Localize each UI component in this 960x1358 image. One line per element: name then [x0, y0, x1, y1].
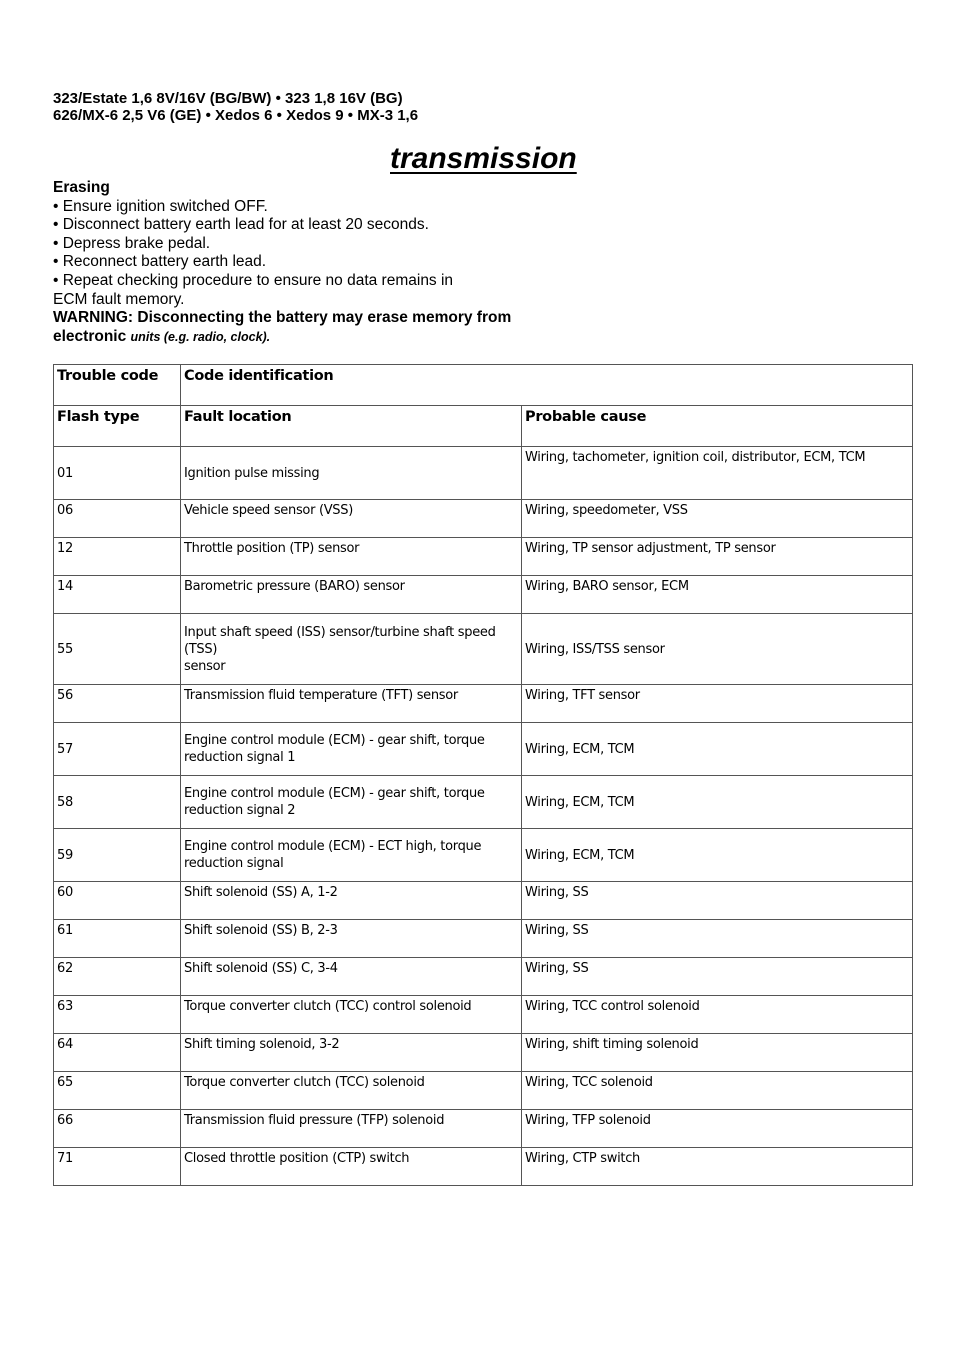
- erasing-heading: Erasing: [53, 179, 110, 196]
- flash-code: 12: [54, 538, 181, 576]
- flash-code: 60: [54, 882, 181, 920]
- flash-code: 56: [54, 685, 181, 723]
- header-trouble-code: Trouble code: [54, 365, 181, 406]
- flash-code: 62: [54, 958, 181, 996]
- fault-location: Transmission fluid temperature (TFT) sensor: [181, 685, 522, 723]
- fault-location: Shift solenoid (SS) B, 2-3: [181, 920, 522, 958]
- probable-cause: Wiring, speedometer, VSS: [522, 500, 913, 538]
- probable-cause: Wiring, TP sensor adjustment, TP sensor: [522, 538, 913, 576]
- erasing-step: • Repeat checking procedure to ensure no data remains in: [53, 271, 454, 289]
- probable-cause: Wiring, TCC control solenoid: [522, 996, 913, 1034]
- table-header-row: [54, 365, 913, 406]
- flash-code: 01: [54, 447, 181, 500]
- fault-location: Barometric pressure (BARO) sensor: [181, 576, 522, 614]
- fault-location: Engine control module (ECM) - ECT high, torque reduction signal: [181, 829, 522, 882]
- erasing-step: • Ensure ignition switched OFF.: [53, 197, 268, 215]
- table-row: [54, 996, 913, 1034]
- flash-code: 58: [54, 776, 181, 829]
- warning-continued: [53, 328, 573, 347]
- erasing-step: ECM fault memory.: [53, 290, 185, 308]
- table-header-row: [54, 406, 913, 447]
- table-row: [54, 1148, 913, 1186]
- fault-location: Engine control module (ECM) - gear shift, torque reduction signal 1: [181, 723, 522, 776]
- probable-cause: Wiring, ECM, TCM: [522, 829, 913, 882]
- erasing-step: • Disconnect battery earth lead for at least 20 seconds.: [53, 216, 429, 234]
- flash-code: 06: [54, 500, 181, 538]
- page-title: transmission: [390, 142, 577, 175]
- fault-location: Ignition pulse missing: [181, 447, 522, 500]
- flash-code: 59: [54, 829, 181, 882]
- header-fault-location: Fault location: [181, 406, 522, 447]
- header-flash-type: Flash type: [54, 406, 181, 447]
- flash-code: 61: [54, 920, 181, 958]
- fault-location: Shift solenoid (SS) C, 3-4: [181, 958, 522, 996]
- table-row: [54, 882, 913, 920]
- fault-location: Vehicle speed sensor (VSS): [181, 500, 522, 538]
- table-row: [54, 1034, 913, 1072]
- fault-location: Torque converter clutch (TCC) solenoid: [181, 1072, 522, 1110]
- fault-location-line: sensor: [184, 658, 226, 674]
- header-probable-cause: Probable cause: [522, 406, 913, 447]
- probable-cause: Wiring, SS: [522, 958, 913, 996]
- table-row: [54, 723, 913, 776]
- probable-cause: Wiring, shift timing solenoid: [522, 1034, 913, 1072]
- fault-location: Torque converter clutch (TCC) control solenoid: [181, 996, 522, 1034]
- probable-cause: Wiring, SS: [522, 920, 913, 958]
- flash-code: 55: [54, 614, 181, 685]
- table-row: [54, 538, 913, 576]
- flash-code: 57: [54, 723, 181, 776]
- fault-location: Shift timing solenoid, 3-2: [181, 1034, 522, 1072]
- flash-code: 66: [54, 1110, 181, 1148]
- probable-cause: Wiring, CTP switch: [522, 1148, 913, 1186]
- erasing-step: • Depress brake pedal.: [53, 234, 211, 252]
- header-code-identification: Code identification: [181, 365, 913, 406]
- flash-code: 63: [54, 996, 181, 1034]
- flash-code: 14: [54, 576, 181, 614]
- table-row: [54, 614, 913, 685]
- fault-location: Transmission fluid pressure (TFP) solenoid: [181, 1110, 522, 1148]
- table-row: [54, 1110, 913, 1148]
- table-row: [54, 1072, 913, 1110]
- warning-text: WARNING: Disconnecting the battery may erase memory from: [53, 309, 512, 327]
- fault-location-line: Input shaft speed (ISS) sensor/turbine shaft speed: [184, 624, 496, 640]
- probable-cause: Wiring, TCC solenoid: [522, 1072, 913, 1110]
- flash-code: 71: [54, 1148, 181, 1186]
- probable-cause: Wiring, TFT sensor: [522, 685, 913, 723]
- table-row: [54, 958, 913, 996]
- probable-cause: Wiring, TFP solenoid: [522, 1110, 913, 1148]
- models-line-2: 626/MX-6 2,5 V6 (GE) • Xedos 6 • Xedos 9 • MX-3 1,6: [53, 107, 419, 124]
- fault-location-line: (TSS): [184, 641, 218, 657]
- table-row: [54, 500, 913, 538]
- table-row: [54, 447, 913, 500]
- table-row: [54, 576, 913, 614]
- probable-cause: Wiring, BARO sensor, ECM: [522, 576, 913, 614]
- probable-cause: Wiring, ECM, TCM: [522, 723, 913, 776]
- flash-code: 65: [54, 1072, 181, 1110]
- erasing-section: [53, 179, 573, 346]
- trouble-code-table: [53, 364, 913, 1186]
- probable-cause: Wiring, ECM, TCM: [522, 776, 913, 829]
- warning-cont: electronic: [53, 327, 127, 345]
- fault-location: Throttle position (TP) sensor: [181, 538, 522, 576]
- fault-location: Closed throttle position (CTP) switch: [181, 1148, 522, 1186]
- probable-cause: Wiring, SS: [522, 882, 913, 920]
- table-row: [54, 685, 913, 723]
- fault-location: Shift solenoid (SS) A, 1-2: [181, 882, 522, 920]
- fault-location: [181, 614, 522, 685]
- table-row: [54, 920, 913, 958]
- warning-small: units (e.g. radio, clock).: [130, 329, 271, 344]
- table-row: [54, 829, 913, 882]
- models-line-1: 323/Estate 1,6 8V/16V (BG/BW) • 323 1,8 16V (BG): [53, 90, 403, 107]
- erasing-step: • Reconnect battery earth lead.: [53, 253, 267, 271]
- flash-code: 64: [54, 1034, 181, 1072]
- vehicle-models: [53, 90, 418, 124]
- fault-location: Engine control module (ECM) - gear shift, torque reduction signal 2: [181, 776, 522, 829]
- probable-cause: Wiring, ISS/TSS sensor: [522, 614, 913, 685]
- table-row: [54, 776, 913, 829]
- probable-cause: Wiring, tachometer, ignition coil, distributor, ECM, TCM: [522, 447, 913, 500]
